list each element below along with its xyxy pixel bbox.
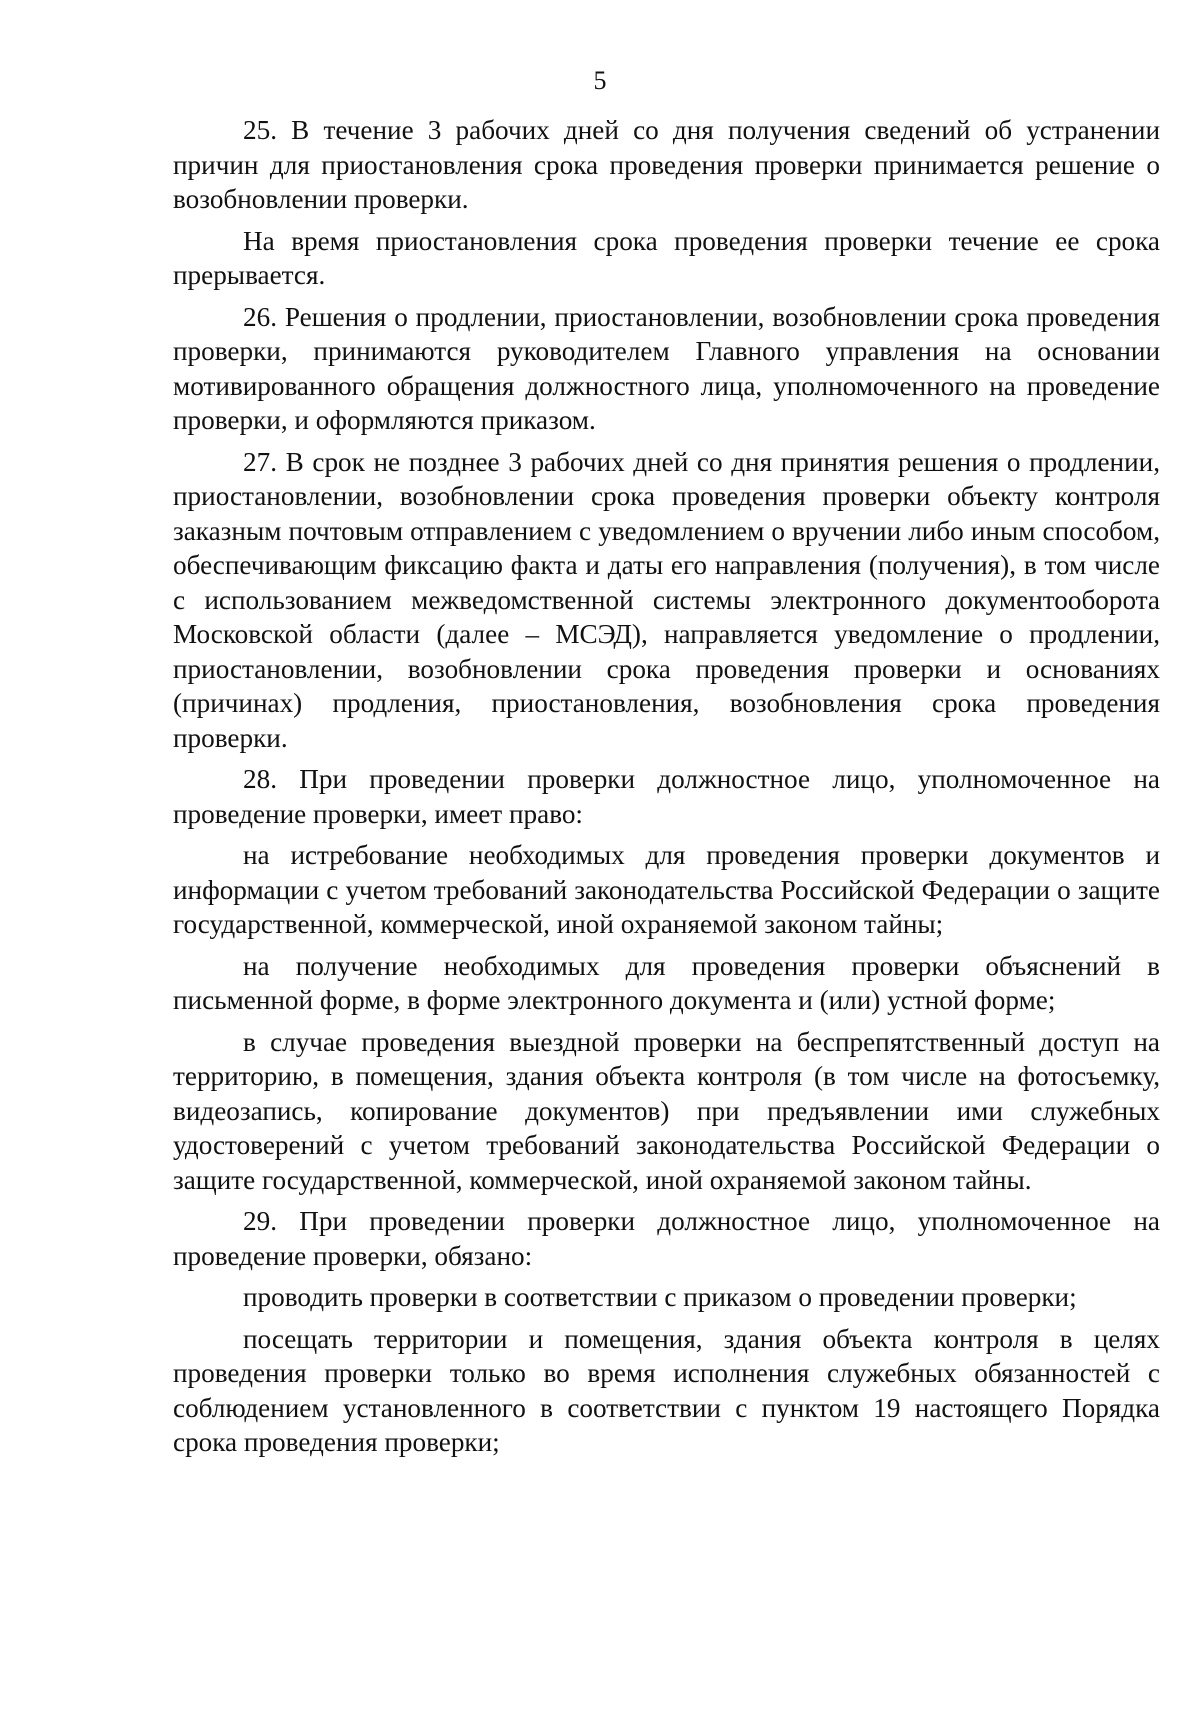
paragraph-29-duty-order: проводить проверки в соответствии с приказом о проведении проверки; [243, 1282, 1077, 1312]
paragraph-29: 29. При проведении проверки должностное лицо, уполномоченное на проведение проверки, обязано: [173, 1206, 1160, 1271]
paragraph-28-right-access: в случае проведения выездной проверки на беспрепятственный доступ на территорию, в помещения, здания объекта контроля (в том числе на фотосъемку, видеозапись, копирование документов) при предъявлении ими служебных удостоверений с учетом требований законодательства Российской Федерации о защите государственной, коммерческой, иной охраняемой законом тайны. [173, 1026, 1160, 1195]
paragraph-28-right-explanations: на получение необходимых для проведения проверки объяснений в письменной форме, в форме электронного документа и (или) устной форме; [173, 950, 1160, 1015]
paragraph-28: 28. При проведении проверки должностное лицо, уполномоченное на проведение проверки, имеет право: [173, 764, 1160, 829]
paragraph-25: 25. В течение 3 рабочих дней со дня получения сведений об устранении причин для приостановления срока проведения проверки принимается решение о возобновлении проверки. [173, 115, 1160, 214]
paragraph-25-continuation: На время приостановления срока проведения проверки течение ее срока прерывается. [173, 225, 1160, 290]
paragraph-27: 27. В срок не позднее 3 рабочих дней со дня принятия решения о продлении, приостановлении, возобновлении срока проведения проверки объекту контроля заказным почтовым отправлением с уведомлением о вручении либо иным способом, обеспечивающим фиксацию факта и даты его направления (получения), в том числе с использованием межведомственной системы электронного документооборота Московской области (далее – МСЭД), направляется уведомление о продлении, приостановлении, возобновлении срока проведения проверки и основаниях (причинах) продления, приостановления, возобновления срока проведения проверки. [173, 446, 1160, 753]
page-number: 5 [593, 66, 607, 95]
document-body [173, 113, 1160, 1467]
paragraph-28-right-documents: на истребование необходимых для проведения проверки документов и информации с учетом требований законодательства Российской Федерации о защите государственной, коммерческой, иной охраняемой законом тайны; [173, 840, 1160, 939]
paragraph-29-duty-visit: посещать территории и помещения, здания объекта контроля в целях проведения проверки только во время исполнения служебных обязанностей с соблюдением установленного в соответствии с пунктом 19 настоящего Порядка срока проведения проверки; [173, 1323, 1160, 1457]
paragraph-26: 26. Решения о продлении, приостановлении, возобновлении срока проведения проверки, принимаются руководителем Главного управления на основании мотивированного обращения должностного лица, уполномоченного на проведение проверки, и оформляются приказом. [173, 301, 1160, 435]
